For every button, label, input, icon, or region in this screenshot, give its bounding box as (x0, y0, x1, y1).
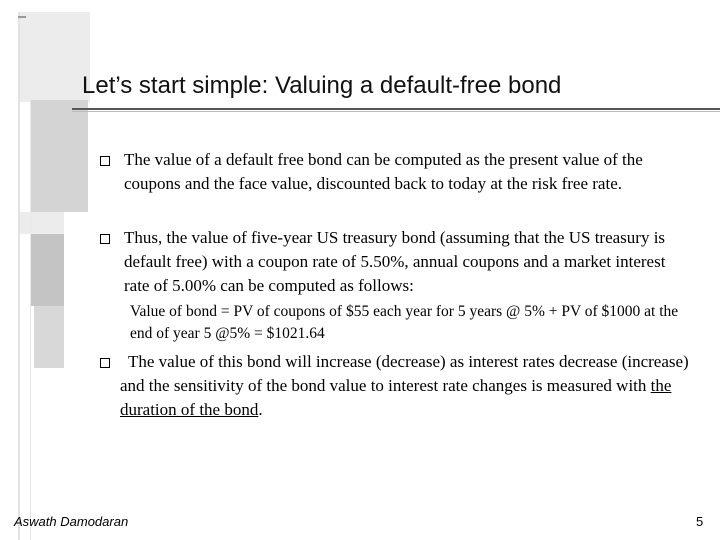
bullet-square-icon (100, 234, 110, 244)
title-divider-shadow (72, 111, 720, 112)
footer-author: Aswath Damodaran (14, 514, 129, 529)
decor-line (30, 100, 31, 540)
bullet-square-icon (100, 358, 110, 368)
decor-line (18, 12, 20, 540)
bullet-text-before: The value of this bond will increase (decrease) as interest rates decrease (increase) and the sensitivity of the bond value to interest rate changes is measured with (120, 352, 689, 395)
decor-block (30, 100, 88, 212)
decor-mark (18, 16, 26, 18)
decor-block (34, 306, 64, 368)
decor-block (30, 234, 64, 306)
bullet-text (120, 350, 695, 422)
bullet-text-after: . (258, 400, 263, 419)
page-number: 5 (696, 514, 704, 529)
bullet-text: The value of a default free bond can be computed as the present value of the coupons and the face value, discounted back to today at the risk free rate. (124, 150, 643, 193)
decor-block (18, 12, 90, 102)
bullet-text: Thus, the value of five-year US treasury bond (assuming that the US treasury is default free) with a coupon rate of 5.50%, annual coupons and a market interest rate of 5.00% can be computed as follows: (124, 228, 666, 295)
slide-title: Let’s start simple: Valuing a default-free bond (82, 72, 562, 99)
duration-link[interactable]: the duration of the bond (120, 376, 672, 419)
title-divider (72, 108, 720, 110)
calculation-text: Value of bond = PV of coupons of $55 each year for 5 years @ 5% + PV of $1000 at the end of year 5 @5% = $1021.64 (130, 303, 679, 342)
bullet-square-icon (100, 156, 110, 166)
decor-block (18, 212, 64, 234)
